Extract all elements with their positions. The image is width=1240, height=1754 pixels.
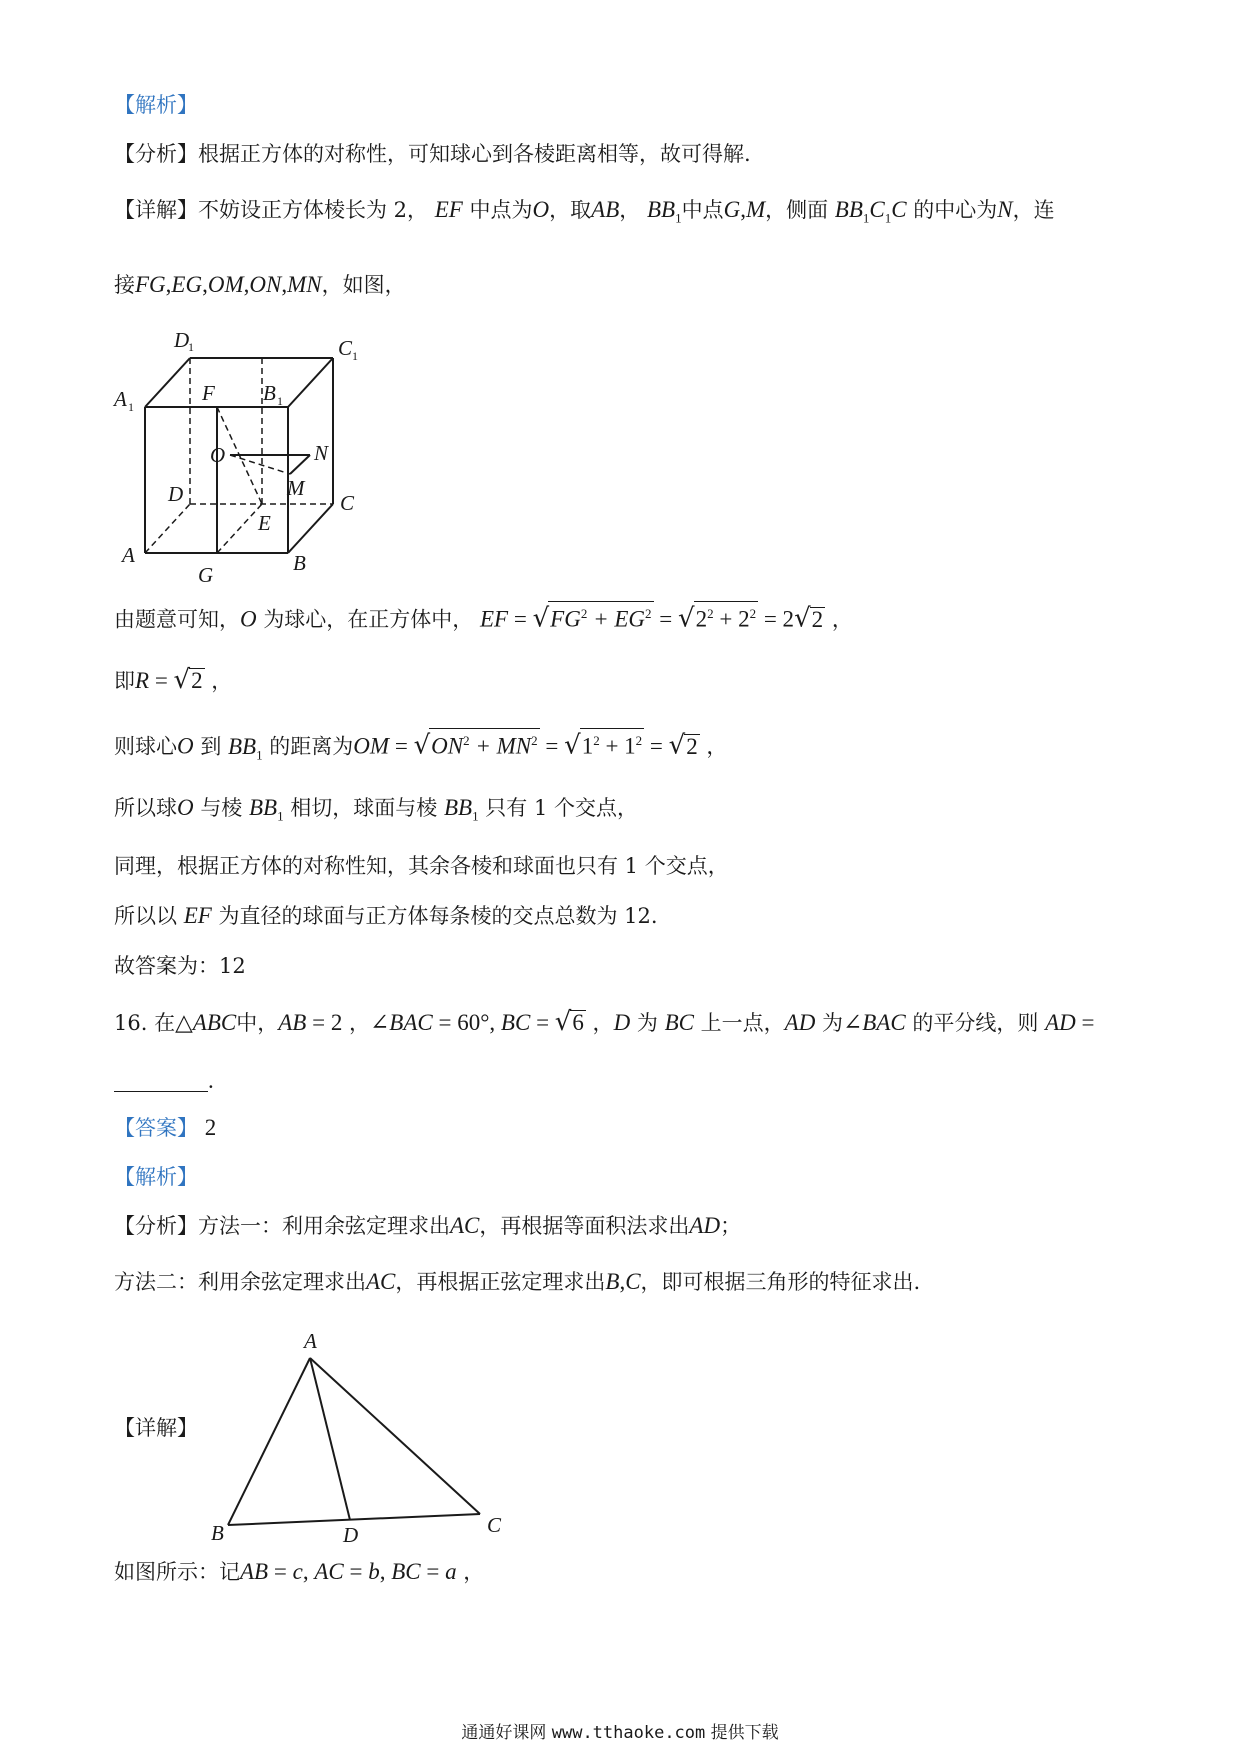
- label-E: E: [258, 511, 271, 535]
- detail-text: 到: [200, 734, 222, 759]
- detail-text: ，连: [1012, 198, 1055, 222]
- svg-text:1: 1: [277, 394, 283, 408]
- label-A: A: [122, 543, 135, 567]
- detail-text: 则球心: [114, 734, 177, 759]
- label-G: G: [198, 563, 214, 585]
- svg-text:1: 1: [188, 340, 194, 354]
- label-B: B: [211, 1521, 224, 1545]
- analysis-text: 方法二：利用余弦定理求出: [114, 1270, 366, 1294]
- footer-tail: 提供下载: [710, 1723, 779, 1743]
- svg-text:1: 1: [128, 400, 134, 414]
- label-A1: A: [114, 387, 127, 411]
- detail-text: 相切，球面与棱: [290, 796, 438, 820]
- label-N: N: [314, 441, 329, 465]
- detail-text: ，取: [549, 198, 592, 222]
- analysis-text: ；: [720, 1214, 742, 1238]
- problem-text: 上一点，: [700, 1011, 785, 1035]
- detail-text: 接: [114, 273, 135, 297]
- label-B: B: [293, 551, 306, 575]
- detail-line-4: 即R = √2 ，: [114, 665, 233, 695]
- tag-daan: 【答案】: [114, 1116, 198, 1140]
- tag-xiangjie: 【详解】: [114, 198, 198, 222]
- label-F: F: [202, 381, 215, 405]
- detail-line-7: 同理，根据正方体的对称性知，其余各棱和球面也只有 1 个交点，: [114, 854, 729, 878]
- detail-text: 中点: [681, 198, 724, 222]
- analysis-method-1: 【分析】方法一：利用余弦定理求出AC，再根据等面积法求出AD；: [114, 1213, 742, 1238]
- label-M: M: [287, 476, 305, 500]
- cube-figure: [110, 320, 380, 585]
- tag-fenxi: 【分析】: [114, 142, 198, 166]
- analysis-method-2: 方法二：利用余弦定理求出AC，再根据正弦定理求出B,C，即可根据三角形的特征求出.: [114, 1269, 921, 1294]
- problem-text: 16. 在: [114, 1011, 176, 1035]
- label-B1: B: [263, 381, 276, 405]
- section-tag-jiexi-2: 【解析】: [114, 1165, 198, 1189]
- problem-text: 中，: [236, 1011, 279, 1035]
- tag-fenxi: 【分析】: [114, 1214, 198, 1238]
- analysis-paragraph: [114, 140, 751, 168]
- answer-blank[interactable]: [114, 1071, 208, 1092]
- problem-text: 为: [636, 1011, 658, 1035]
- label-A: A: [304, 1329, 317, 1353]
- detail-line-6: 所以球O 与棱 $BB_1$ 相切，球面与棱 $BB_1$ 只有 1 个交点，: [114, 795, 638, 824]
- answer-line: 故答案为：12: [114, 954, 246, 978]
- detail-text: 不妨设正方体棱长为 2，: [198, 198, 429, 222]
- answer-value: 2: [204, 1115, 217, 1140]
- analysis-text: ，即可根据三角形的特征求出.: [640, 1270, 921, 1294]
- footer-url[interactable]: www.tthaoke.com: [551, 1723, 706, 1743]
- detail-text: 所以以: [114, 904, 177, 928]
- detail-line-2: 接FG,EG,OM,ON,MN，如图，: [114, 272, 406, 297]
- detail-text: 的中心为: [913, 198, 998, 222]
- detail-text: 与棱: [200, 796, 243, 820]
- tag-xiangjie-2: 【详解】: [114, 1416, 198, 1440]
- answer-paragraph: [114, 1114, 216, 1142]
- label-D: D: [343, 1523, 359, 1547]
- label-D1: D: [174, 328, 190, 352]
- label-D: D: [168, 482, 184, 506]
- detail-text: 所以球: [114, 796, 177, 820]
- detail-text: 只有 1 个交点，: [485, 796, 638, 820]
- analysis-text: 根据正方体的对称性，可知球心到各棱距离相等，故可得解.: [198, 142, 751, 166]
- analysis-text: ，再根据等面积法求出: [479, 1214, 690, 1238]
- analysis-text: 方法一：利用余弦定理求出: [198, 1214, 450, 1238]
- label-O: O: [210, 443, 226, 467]
- problem-text: 为: [822, 1011, 843, 1035]
- problem-text: ABC: [192, 1010, 237, 1035]
- detail-line-notation: 如图所示：记AB = c, AC = b, BC = a ，: [114, 1559, 485, 1584]
- detail-text: 为球心，在正方体中，: [263, 607, 474, 632]
- detail-text: 即: [114, 669, 135, 693]
- detail-text: 中点为: [469, 198, 533, 222]
- detail-text: ，: [619, 198, 641, 222]
- detail-line-1: 【详解】不妨设正方体棱长为 2， EF 中点为O，取AB， $BB_1$中点G,M，侧面 $BB_1C_1C$ 的中心为N，连: [114, 197, 1055, 226]
- label-C1: C: [338, 336, 353, 360]
- page-footer: [0, 1718, 1240, 1743]
- detail-text: 由题意可知，: [114, 607, 240, 632]
- section-tag-jiexi: 【解析】: [114, 93, 198, 117]
- detail-text: 如图所示：记: [114, 1560, 240, 1584]
- footer-site: 通通好课网: [461, 1723, 547, 1743]
- problem-16: 16. 在△ABC中，AB = 2 ，∠BAC = 60°, BC = √6 ，D 为 BC 上一点，AD 为∠BAC 的平分线，则 AD =: [114, 1007, 1095, 1037]
- analysis-text: ，再根据正弦定理求出: [395, 1270, 606, 1294]
- problem-text: 的平分线，则: [912, 1011, 1039, 1035]
- label-C: C: [487, 1513, 502, 1537]
- detail-text: 为直径的球面与正方体每条棱的交点总数为 12.: [218, 904, 658, 928]
- label-C: C: [340, 491, 355, 515]
- detail-text: ，侧面: [765, 198, 829, 222]
- detail-line-3: 由题意可知，O 为球心，在正方体中， EF = $√FG^2 + EG^2 = √2^2 + 2^2 = 2√2$ ，: [114, 601, 853, 634]
- detail-text: 的距离为: [269, 734, 354, 759]
- svg-text:1: 1: [352, 349, 358, 363]
- problem-16-blank: .: [114, 1067, 214, 1095]
- detail-text: ，如图，: [321, 273, 406, 297]
- triangle-figure: [205, 1318, 515, 1548]
- detail-line-5: 则球心O 到 $BB_1$ 的距离为OM = $√ON^2 + MN^2 = √1^2 + 1^2 = √2$ ，: [114, 728, 727, 769]
- detail-line-8: 所以以 EF 为直径的球面与正方体每条棱的交点总数为 12.: [114, 903, 658, 928]
